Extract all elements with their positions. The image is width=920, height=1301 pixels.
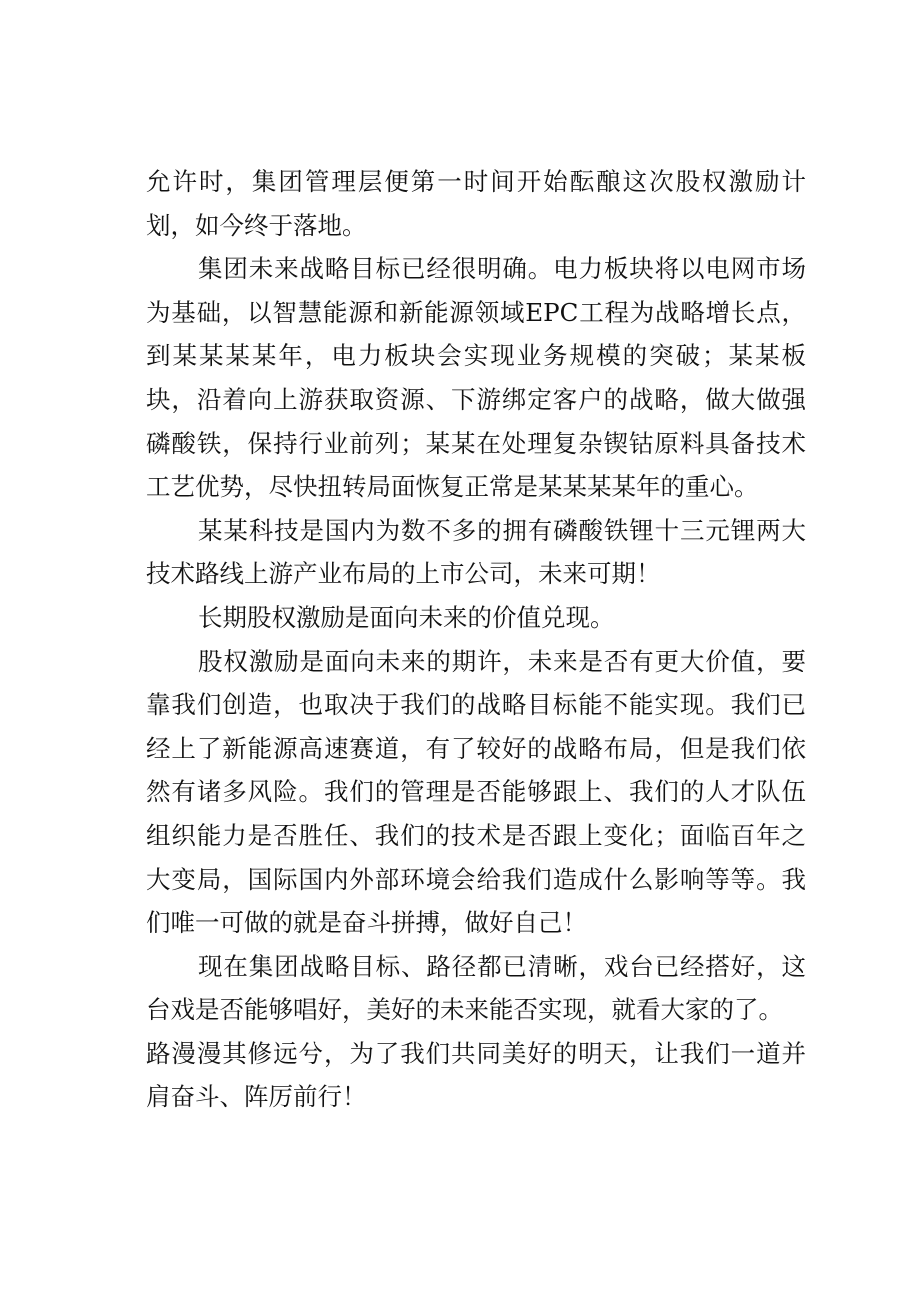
paragraph-5: 股权激励是面向未来的期许，未来是否有更大价值，要靠我们创造，也取决于我们的战略目标能不能实现。我们已经上了新能源高速赛道，有了较好的战略布局，但是我们依然有诸多风险。我们的管理是否能够跟上、我们的人才队伍组织能力是否胜任、我们的技术是否跟上变化；面临百年之大变局，国际国内外部环境会给我们造成什么影响等等。我们唯一可做的就是奋斗拼搏，做好自己！ — [146, 646, 806, 938]
paragraph-6: 现在集团战略目标、路径都已清晰，戏台已经搭好，这台戏是否能够唱好，美好的未来能否实现，就看大家的了。 — [146, 951, 806, 1025]
paragraph-3: 某某科技是国内为数不多的拥有磷酸铁锂十三元锂两大技术路线上游产业布局的上市公司，未来可期！ — [146, 515, 806, 589]
paragraph-1: 允许时，集团管理层便第一时间开始酝酿这次股权激励计划，如今终于落地。 — [146, 167, 806, 240]
document-body — [146, 160, 806, 1119]
paragraph-4: 长期股权激励是面向未来的价值兑现。 — [198, 602, 615, 632]
paragraph-7: 路漫漫其修远兮，为了我们共同美好的明天，让我们一道并肩奋斗、阵厉前行！ — [146, 1038, 806, 1112]
paragraph-2: 集团未来战略目标已经很明确。电力板块将以电网市场为基础，以智慧能源和新能源领域EPC工程为战略增长点，到某某某某年，电力板块会实现业务规模的突破；某某板块，沿着向上游获取资源、下游绑定客户的战略，做大做强磷酸铁，保持行业前列；某某在处理复杂锲钴原料具备技术工艺优势，尽快扭转局面恢复正常是某某某某年的重心。 — [146, 254, 806, 502]
